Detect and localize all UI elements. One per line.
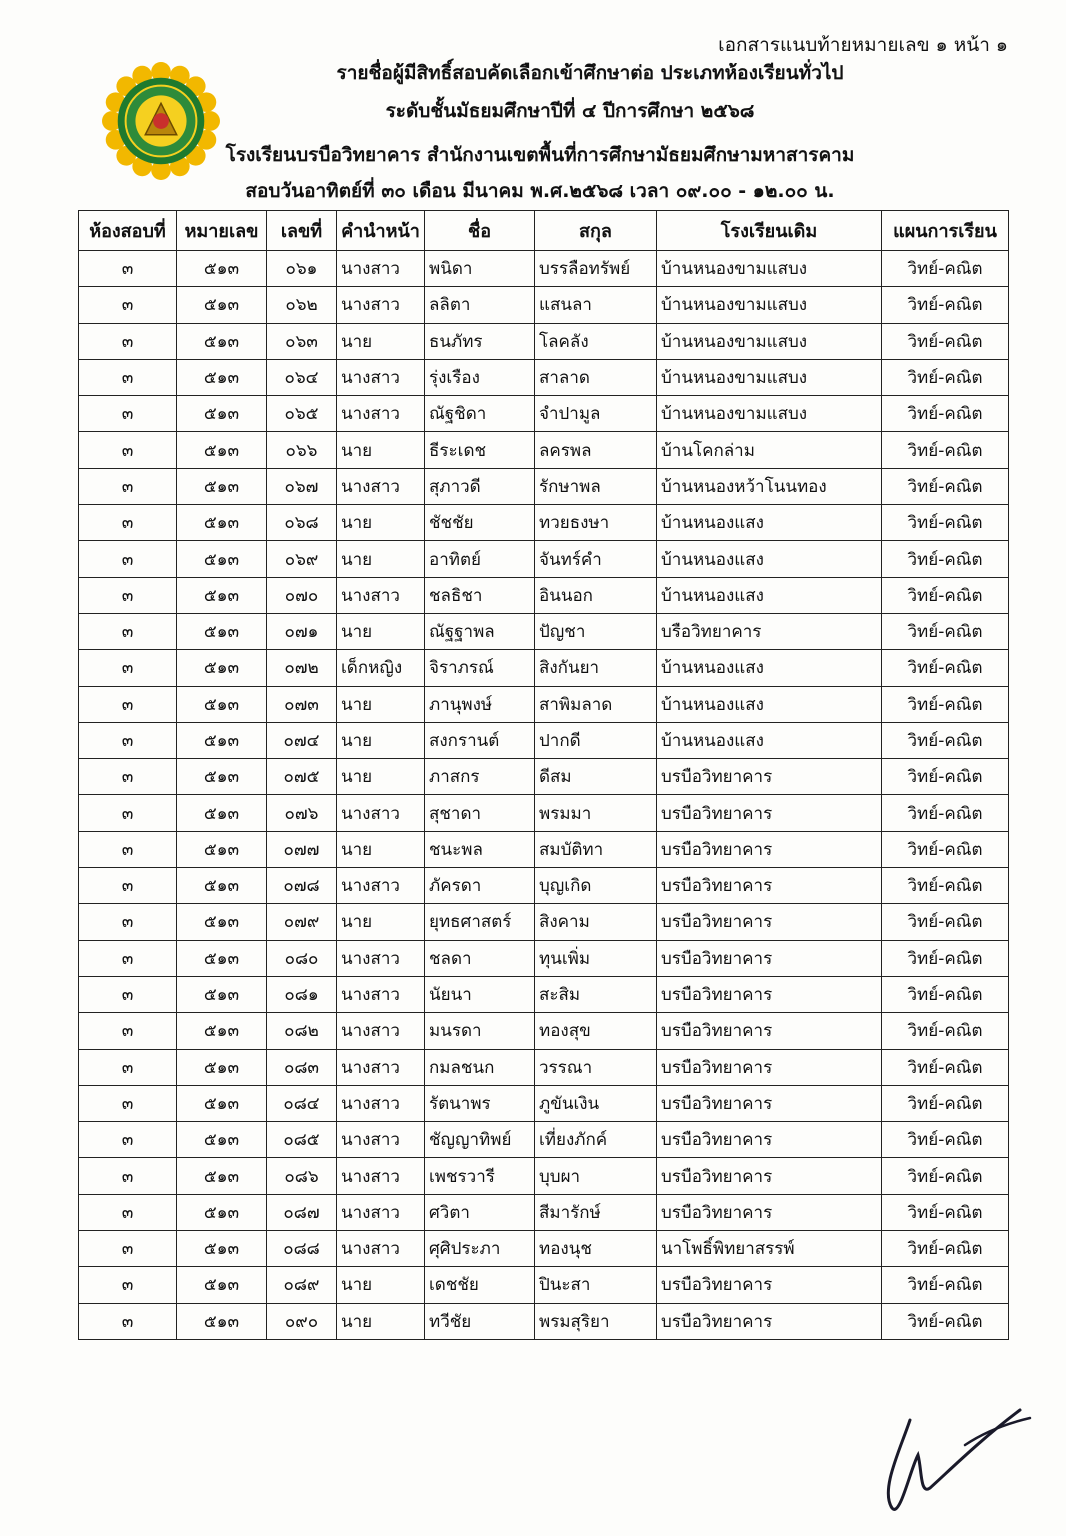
cell-study-plan: วิทย์-คณิต	[882, 505, 1009, 541]
cell-room: ๓	[79, 722, 177, 758]
cell-number: ๕๑๓	[177, 251, 267, 287]
cell-last-name: ภูขันเงิน	[535, 1085, 657, 1121]
table-row	[79, 359, 1009, 395]
cell-prefix: นางสาว	[337, 287, 425, 323]
cell-seat: ๐๘๑	[267, 976, 337, 1012]
cell-seat: ๐๖๖	[267, 432, 337, 468]
cell-seat: ๐๗๗	[267, 831, 337, 867]
cell-number: ๕๑๓	[177, 1303, 267, 1339]
table-row	[79, 1122, 1009, 1158]
cell-study-plan: วิทย์-คณิต	[882, 976, 1009, 1012]
cell-first-name: ชลดา	[425, 940, 535, 976]
cell-seat: ๐๘๖	[267, 1158, 337, 1194]
cell-number: ๕๑๓	[177, 1231, 267, 1267]
cell-prefix: นาย	[337, 686, 425, 722]
cell-seat: ๐๖๑	[267, 251, 337, 287]
cell-room: ๓	[79, 1194, 177, 1230]
cell-seat: ๐๘๐	[267, 940, 337, 976]
cell-previous-school: บรบือวิทยาคาร	[657, 1013, 882, 1049]
title-line-1: รายชื่อผู้มีสิทธิ์สอบคัดเลือกเข้าศึกษาต่อ ประเภทห้องเรียนทั่วไป	[336, 62, 844, 84]
cell-prefix: นาย	[337, 323, 425, 359]
cell-last-name: สีมารักษ์	[535, 1194, 657, 1230]
table-row	[79, 1194, 1009, 1230]
cell-seat: ๐๖๗	[267, 468, 337, 504]
cell-previous-school: บ้านโคกล่าม	[657, 432, 882, 468]
cell-room: ๓	[79, 831, 177, 867]
cell-first-name: นัยนา	[425, 976, 535, 1012]
table-header-row	[79, 211, 1009, 251]
cell-seat: ๐๖๘	[267, 505, 337, 541]
cell-study-plan: วิทย์-คณิต	[882, 904, 1009, 940]
table-row	[79, 1049, 1009, 1085]
cell-prefix: นาย	[337, 904, 425, 940]
cell-room: ๓	[79, 505, 177, 541]
cell-seat: ๐๖๙	[267, 541, 337, 577]
cell-previous-school: บ้านหนองหว้าโนนทอง	[657, 468, 882, 504]
cell-first-name: สุภาวดี	[425, 468, 535, 504]
table-row	[79, 1013, 1009, 1049]
table-row	[79, 613, 1009, 649]
cell-number: ๕๑๓	[177, 1013, 267, 1049]
cell-study-plan: วิทย์-คณิต	[882, 650, 1009, 686]
table-row	[79, 831, 1009, 867]
table-row	[79, 432, 1009, 468]
cell-last-name: โลคลัง	[535, 323, 657, 359]
table-row	[79, 722, 1009, 758]
cell-prefix: นางสาว	[337, 1158, 425, 1194]
cell-previous-school: บ้านหนองขามแสบง	[657, 287, 882, 323]
cell-previous-school: บรบือวิทยาคาร	[657, 1158, 882, 1194]
cell-room: ๓	[79, 396, 177, 432]
cell-seat: ๐๘๕	[267, 1122, 337, 1158]
cell-number: ๕๑๓	[177, 323, 267, 359]
cell-prefix: นางสาว	[337, 1013, 425, 1049]
cell-previous-school: บรบือวิทยาคาร	[657, 940, 882, 976]
cell-room: ๓	[79, 251, 177, 287]
cell-first-name: เดชชัย	[425, 1267, 535, 1303]
cell-previous-school: บ้านหนองแสง	[657, 650, 882, 686]
cell-previous-school: บรบือวิทยาคาร	[657, 904, 882, 940]
page-reference: เอกสารแนบท้ายหมายเลข ๑ หน้า ๑	[718, 34, 1008, 56]
cell-first-name: ชัญญาทิพย์	[425, 1122, 535, 1158]
cell-number: ๕๑๓	[177, 577, 267, 613]
cell-last-name: บุบผา	[535, 1158, 657, 1194]
cell-seat: ๐๘๒	[267, 1013, 337, 1049]
cell-previous-school: บรบือวิทยาคาร	[657, 1303, 882, 1339]
cell-room: ๓	[79, 650, 177, 686]
cell-seat: ๐๖๒	[267, 287, 337, 323]
cell-previous-school: บ้านหนองแสง	[657, 505, 882, 541]
cell-last-name: บรรลือทรัพย์	[535, 251, 657, 287]
col-header-number: หมายเลข	[177, 211, 267, 251]
cell-prefix: นาย	[337, 722, 425, 758]
cell-first-name: ทวีชัย	[425, 1303, 535, 1339]
table-row	[79, 1267, 1009, 1303]
title-line-4: สอบวันอาทิตย์ที่ ๓๐ เดือน มีนาคม พ.ศ.๒๕๖๘ เวลา ๐๙.๐๐ - ๑๒.๐๐ น.	[245, 180, 835, 202]
cell-prefix: นาย	[337, 432, 425, 468]
cell-study-plan: วิทย์-คณิต	[882, 1122, 1009, 1158]
cell-seat: ๐๙๐	[267, 1303, 337, 1339]
cell-study-plan: วิทย์-คณิต	[882, 940, 1009, 976]
cell-room: ๓	[79, 686, 177, 722]
cell-number: ๕๑๓	[177, 359, 267, 395]
cell-study-plan: วิทย์-คณิต	[882, 868, 1009, 904]
col-header-last-name: สกุล	[535, 211, 657, 251]
cell-first-name: ชลธิชา	[425, 577, 535, 613]
cell-room: ๓	[79, 432, 177, 468]
cell-prefix: นาย	[337, 759, 425, 795]
cell-last-name: สมบัติทา	[535, 831, 657, 867]
cell-first-name: พนิดา	[425, 251, 535, 287]
cell-number: ๕๑๓	[177, 432, 267, 468]
cell-number: ๕๑๓	[177, 1085, 267, 1121]
cell-first-name: ชนะพล	[425, 831, 535, 867]
cell-first-name: ธีระเดช	[425, 432, 535, 468]
cell-number: ๕๑๓	[177, 1122, 267, 1158]
cell-room: ๓	[79, 1231, 177, 1267]
cell-previous-school: บรือวิทยาคาร	[657, 613, 882, 649]
candidate-table	[78, 210, 1009, 1340]
cell-room: ๓	[79, 287, 177, 323]
handwritten-signature-icon	[870, 1400, 1040, 1515]
cell-last-name: สาพิมลาด	[535, 686, 657, 722]
cell-first-name: ธนภัทร	[425, 323, 535, 359]
col-header-prefix: คำนำหน้า	[337, 211, 425, 251]
cell-study-plan: วิทย์-คณิต	[882, 722, 1009, 758]
cell-last-name: ทวยธงษา	[535, 505, 657, 541]
cell-seat: ๐๗๒	[267, 650, 337, 686]
cell-previous-school: บ้านหนองแสง	[657, 722, 882, 758]
table-row	[79, 251, 1009, 287]
cell-previous-school: นาโพธิ์พิทยาสรรพ์	[657, 1231, 882, 1267]
cell-study-plan: วิทย์-คณิต	[882, 359, 1009, 395]
table-row	[79, 577, 1009, 613]
cell-number: ๕๑๓	[177, 759, 267, 795]
cell-prefix: นางสาว	[337, 359, 425, 395]
cell-number: ๕๑๓	[177, 831, 267, 867]
cell-study-plan: วิทย์-คณิต	[882, 541, 1009, 577]
cell-room: ๓	[79, 904, 177, 940]
table-row	[79, 468, 1009, 504]
cell-study-plan: วิทย์-คณิต	[882, 1013, 1009, 1049]
cell-prefix: นางสาว	[337, 868, 425, 904]
cell-seat: ๐๗๑	[267, 613, 337, 649]
cell-last-name: รักษาพล	[535, 468, 657, 504]
cell-study-plan: วิทย์-คณิต	[882, 432, 1009, 468]
cell-room: ๓	[79, 613, 177, 649]
title-line-2: ระดับชั้นมัธยมศึกษาปีที่ ๔ ปีการศึกษา ๒๕๖๘	[385, 100, 755, 122]
cell-seat: ๐๘๓	[267, 1049, 337, 1085]
cell-previous-school: บรบือวิทยาคาร	[657, 1122, 882, 1158]
table-row	[79, 795, 1009, 831]
table-row	[79, 1231, 1009, 1267]
cell-last-name: พรมมา	[535, 795, 657, 831]
cell-number: ๕๑๓	[177, 541, 267, 577]
cell-seat: ๐๗๙	[267, 904, 337, 940]
cell-room: ๓	[79, 1085, 177, 1121]
cell-number: ๕๑๓	[177, 976, 267, 1012]
cell-prefix: นางสาว	[337, 251, 425, 287]
cell-room: ๓	[79, 1013, 177, 1049]
cell-first-name: ภาสกร	[425, 759, 535, 795]
cell-number: ๕๑๓	[177, 468, 267, 504]
cell-last-name: ดีสม	[535, 759, 657, 795]
cell-previous-school: บ้านหนองขามแสบง	[657, 359, 882, 395]
cell-prefix: นางสาว	[337, 1194, 425, 1230]
cell-seat: ๐๘๙	[267, 1267, 337, 1303]
cell-previous-school: บรบือวิทยาคาร	[657, 1267, 882, 1303]
cell-study-plan: วิทย์-คณิต	[882, 759, 1009, 795]
cell-prefix: นางสาว	[337, 468, 425, 504]
table-row	[79, 650, 1009, 686]
cell-prefix: นาย	[337, 613, 425, 649]
table-row	[79, 505, 1009, 541]
cell-first-name: สุชาดา	[425, 795, 535, 831]
cell-first-name: ศวิตา	[425, 1194, 535, 1230]
cell-prefix: นาย	[337, 1267, 425, 1303]
cell-seat: ๐๗๕	[267, 759, 337, 795]
cell-prefix: นาย	[337, 1303, 425, 1339]
cell-seat: ๐๘๔	[267, 1085, 337, 1121]
cell-room: ๓	[79, 541, 177, 577]
cell-first-name: ชัชชัย	[425, 505, 535, 541]
cell-room: ๓	[79, 976, 177, 1012]
cell-first-name: ณัฐชิดา	[425, 396, 535, 432]
cell-study-plan: วิทย์-คณิต	[882, 686, 1009, 722]
cell-last-name: ปินะสา	[535, 1267, 657, 1303]
cell-last-name: ปัญชา	[535, 613, 657, 649]
cell-study-plan: วิทย์-คณิต	[882, 1267, 1009, 1303]
cell-first-name: ยุทธศาสตร์	[425, 904, 535, 940]
cell-first-name: มนรดา	[425, 1013, 535, 1049]
cell-number: ๕๑๓	[177, 686, 267, 722]
cell-previous-school: บรบือวิทยาคาร	[657, 976, 882, 1012]
cell-first-name: ศุศิประภา	[425, 1231, 535, 1267]
col-header-room: ห้องสอบที่	[79, 211, 177, 251]
cell-prefix: นาย	[337, 831, 425, 867]
cell-room: ๓	[79, 940, 177, 976]
cell-study-plan: วิทย์-คณิต	[882, 287, 1009, 323]
cell-study-plan: วิทย์-คณิต	[882, 323, 1009, 359]
cell-prefix: นางสาว	[337, 940, 425, 976]
cell-previous-school: บ้านหนองขามแสบง	[657, 323, 882, 359]
table-row	[79, 759, 1009, 795]
cell-seat: ๐๗๖	[267, 795, 337, 831]
cell-previous-school: บ้านหนองแสง	[657, 577, 882, 613]
cell-study-plan: วิทย์-คณิต	[882, 1049, 1009, 1085]
cell-room: ๓	[79, 1122, 177, 1158]
table-row	[79, 1158, 1009, 1194]
table-row	[79, 686, 1009, 722]
cell-first-name: ภานุพงษ์	[425, 686, 535, 722]
cell-room: ๓	[79, 359, 177, 395]
cell-last-name: สิงคาม	[535, 904, 657, 940]
cell-last-name: จำปามูล	[535, 396, 657, 432]
cell-study-plan: วิทย์-คณิต	[882, 1085, 1009, 1121]
cell-study-plan: วิทย์-คณิต	[882, 1194, 1009, 1230]
cell-room: ๓	[79, 323, 177, 359]
cell-seat: ๐๗๓	[267, 686, 337, 722]
cell-study-plan: วิทย์-คณิต	[882, 795, 1009, 831]
cell-first-name: จิราภรณ์	[425, 650, 535, 686]
col-header-study-plan: แผนการเรียน	[882, 211, 1009, 251]
cell-previous-school: บ้านหนองขามแสบง	[657, 396, 882, 432]
cell-previous-school: บรบือวิทยาคาร	[657, 868, 882, 904]
cell-number: ๕๑๓	[177, 795, 267, 831]
cell-prefix: นางสาว	[337, 1085, 425, 1121]
cell-number: ๕๑๓	[177, 1158, 267, 1194]
title-line-3: โรงเรียนบรบือวิทยาคาร สำนักงานเขตพื้นที่การศึกษามัธยมศึกษามหาสารคาม	[225, 144, 855, 166]
cell-number: ๕๑๓	[177, 396, 267, 432]
cell-first-name: เพชรวารี	[425, 1158, 535, 1194]
cell-seat: ๐๗๘	[267, 868, 337, 904]
cell-room: ๓	[79, 1267, 177, 1303]
cell-last-name: จันทร์คำ	[535, 541, 657, 577]
cell-prefix: นางสาว	[337, 577, 425, 613]
cell-previous-school: บรบือวิทยาคาร	[657, 1194, 882, 1230]
cell-study-plan: วิทย์-คณิต	[882, 396, 1009, 432]
cell-seat: ๐๖๕	[267, 396, 337, 432]
cell-number: ๕๑๓	[177, 1194, 267, 1230]
cell-previous-school: บ้านหนองแสง	[657, 541, 882, 577]
cell-number: ๕๑๓	[177, 904, 267, 940]
cell-number: ๕๑๓	[177, 613, 267, 649]
cell-last-name: ลครพล	[535, 432, 657, 468]
col-header-seat: เลขที่	[267, 211, 337, 251]
cell-seat: ๐๘๗	[267, 1194, 337, 1230]
cell-room: ๓	[79, 1049, 177, 1085]
cell-number: ๕๑๓	[177, 940, 267, 976]
cell-prefix: นางสาว	[337, 976, 425, 1012]
cell-seat: ๐๗๔	[267, 722, 337, 758]
cell-room: ๓	[79, 1303, 177, 1339]
cell-first-name: สงกรานต์	[425, 722, 535, 758]
cell-previous-school: บ้านหนองขามแสบง	[657, 251, 882, 287]
cell-first-name: ภัครดา	[425, 868, 535, 904]
cell-prefix: นางสาว	[337, 396, 425, 432]
cell-study-plan: วิทย์-คณิต	[882, 1303, 1009, 1339]
cell-seat: ๐๖๔	[267, 359, 337, 395]
table-row	[79, 1303, 1009, 1339]
cell-study-plan: วิทย์-คณิต	[882, 577, 1009, 613]
cell-number: ๕๑๓	[177, 722, 267, 758]
cell-room: ๓	[79, 577, 177, 613]
cell-first-name: กมลชนก	[425, 1049, 535, 1085]
cell-last-name: เที่ยงภักค์	[535, 1122, 657, 1158]
cell-last-name: ทุนเพิ่ม	[535, 940, 657, 976]
cell-prefix: นางสาว	[337, 795, 425, 831]
table-row	[79, 541, 1009, 577]
cell-number: ๕๑๓	[177, 287, 267, 323]
cell-number: ๕๑๓	[177, 505, 267, 541]
cell-seat: ๐๗๐	[267, 577, 337, 613]
cell-prefix: นาย	[337, 505, 425, 541]
cell-previous-school: บ้านหนองแสง	[657, 686, 882, 722]
cell-room: ๓	[79, 868, 177, 904]
cell-last-name: สาลาด	[535, 359, 657, 395]
cell-room: ๓	[79, 759, 177, 795]
cell-study-plan: วิทย์-คณิต	[882, 1231, 1009, 1267]
cell-seat: ๐๖๓	[267, 323, 337, 359]
table-row	[79, 1085, 1009, 1121]
cell-last-name: ทองนุช	[535, 1231, 657, 1267]
cell-study-plan: วิทย์-คณิต	[882, 831, 1009, 867]
cell-last-name: ปากดี	[535, 722, 657, 758]
cell-room: ๓	[79, 795, 177, 831]
cell-prefix: เด็กหญิง	[337, 650, 425, 686]
table-row	[79, 396, 1009, 432]
cell-prefix: นาย	[337, 541, 425, 577]
cell-first-name: อาทิตย์	[425, 541, 535, 577]
cell-last-name: วรรณา	[535, 1049, 657, 1085]
cell-previous-school: บรบือวิทยาคาร	[657, 831, 882, 867]
table-row	[79, 323, 1009, 359]
cell-first-name: รุ่งเรือง	[425, 359, 535, 395]
col-header-first-name: ชื่อ	[425, 211, 535, 251]
cell-last-name: อินนอก	[535, 577, 657, 613]
cell-last-name: แสนลา	[535, 287, 657, 323]
cell-last-name: บุญเกิด	[535, 868, 657, 904]
cell-first-name: ณัฐฐาพล	[425, 613, 535, 649]
cell-study-plan: วิทย์-คณิต	[882, 613, 1009, 649]
cell-study-plan: วิทย์-คณิต	[882, 1158, 1009, 1194]
cell-previous-school: บรบือวิทยาคาร	[657, 759, 882, 795]
cell-first-name: ลลิตา	[425, 287, 535, 323]
cell-prefix: นางสาว	[337, 1049, 425, 1085]
cell-number: ๕๑๓	[177, 868, 267, 904]
table-row	[79, 976, 1009, 1012]
cell-last-name: สะสิม	[535, 976, 657, 1012]
table-row	[79, 904, 1009, 940]
cell-previous-school: บรบือวิทยาคาร	[657, 1085, 882, 1121]
cell-number: ๕๑๓	[177, 1267, 267, 1303]
col-header-previous-school: โรงเรียนเดิม	[657, 211, 882, 251]
cell-first-name: รัตนาพร	[425, 1085, 535, 1121]
cell-prefix: นางสาว	[337, 1122, 425, 1158]
cell-room: ๓	[79, 1158, 177, 1194]
cell-room: ๓	[79, 468, 177, 504]
cell-number: ๕๑๓	[177, 1049, 267, 1085]
cell-study-plan: วิทย์-คณิต	[882, 468, 1009, 504]
cell-last-name: พรมสุริยา	[535, 1303, 657, 1339]
cell-study-plan: วิทย์-คณิต	[882, 251, 1009, 287]
cell-last-name: สิงกันยา	[535, 650, 657, 686]
table-row	[79, 868, 1009, 904]
cell-seat: ๐๘๘	[267, 1231, 337, 1267]
cell-prefix: นางสาว	[337, 1231, 425, 1267]
table-row	[79, 287, 1009, 323]
cell-last-name: ทองสุข	[535, 1013, 657, 1049]
cell-number: ๕๑๓	[177, 650, 267, 686]
table-row	[79, 940, 1009, 976]
cell-previous-school: บรบือวิทยาคาร	[657, 1049, 882, 1085]
cell-previous-school: บรบือวิทยาคาร	[657, 795, 882, 831]
